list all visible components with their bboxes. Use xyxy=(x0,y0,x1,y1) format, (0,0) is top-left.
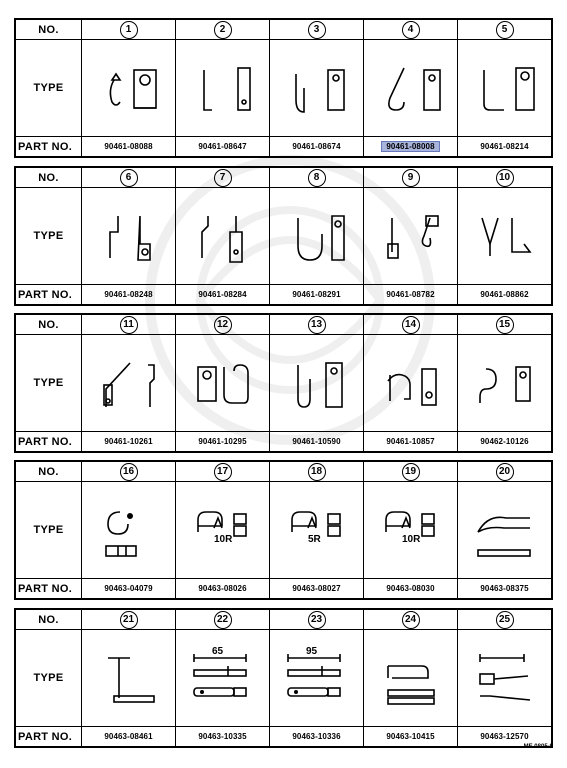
part-number: 90461-08214 xyxy=(480,142,529,151)
part-number-cell xyxy=(270,579,364,598)
part-illustration xyxy=(364,40,458,136)
item-number: 4 xyxy=(364,20,458,39)
part-number: 90461-08291 xyxy=(292,290,341,299)
part-number: 90463-10335 xyxy=(198,732,247,741)
item-number: 11 xyxy=(82,315,176,334)
item-number: 15 xyxy=(458,315,551,334)
part-number-cell xyxy=(458,579,551,598)
item-number: 8 xyxy=(270,168,364,187)
part-number: 90461-08862 xyxy=(480,290,529,299)
part-number: 90461-10857 xyxy=(386,437,435,446)
no-label: NO. xyxy=(16,315,82,334)
part-number-cell xyxy=(458,137,551,156)
item-number: 20 xyxy=(458,462,551,481)
needle-tool-icon xyxy=(470,646,540,710)
part-no-label: PART NO. xyxy=(16,579,82,598)
part-number: 90463-10336 xyxy=(292,732,341,741)
part-illustration xyxy=(176,630,270,726)
part-illustration xyxy=(270,482,364,578)
part-illustration xyxy=(458,335,551,431)
part-number-cell xyxy=(270,285,364,304)
part-no-label: PART NO. xyxy=(16,727,82,746)
part-illustration xyxy=(458,188,551,284)
part-illustration xyxy=(82,482,176,578)
part-illustration xyxy=(458,40,551,136)
item-number: 12 xyxy=(176,315,270,334)
t-handle-tool-icon xyxy=(94,646,164,710)
dimension-label: 65 xyxy=(211,646,223,657)
footnote-code: ME 0805-9 xyxy=(523,744,553,750)
part-number-cell xyxy=(176,137,270,156)
item-number: 14 xyxy=(364,315,458,334)
item-number: 23 xyxy=(270,610,364,629)
part-number-cell xyxy=(270,432,364,451)
part-number-cell xyxy=(364,432,458,451)
radius-label: 10R xyxy=(401,534,420,545)
cable-clip-icon xyxy=(94,56,164,120)
part-no-label: PART NO. xyxy=(16,285,82,304)
pick-tool-icon xyxy=(188,646,258,710)
type-label: TYPE xyxy=(16,188,82,284)
part-illustration xyxy=(82,40,176,136)
radius-clip-10r-icon xyxy=(188,498,258,562)
item-number: 16 xyxy=(82,462,176,481)
l-clip-icon xyxy=(188,56,258,120)
part-number: 90461-10261 xyxy=(104,437,153,446)
part-number: 90462-10126 xyxy=(480,437,529,446)
item-number: 22 xyxy=(176,610,270,629)
fork-tool-icon xyxy=(376,646,446,710)
parts-table-4 xyxy=(14,460,553,600)
type-label: TYPE xyxy=(16,335,82,431)
part-number-cell xyxy=(364,727,458,746)
item-number: 5 xyxy=(458,20,551,39)
u-hook-clip-icon xyxy=(282,56,352,120)
loop-clip-icon xyxy=(376,204,446,268)
hook-clip-icon xyxy=(188,351,258,415)
part-number-cell xyxy=(458,285,551,304)
curl-clip-icon xyxy=(376,351,446,415)
radius-clip-5r-icon xyxy=(282,498,352,562)
no-label: NO. xyxy=(16,610,82,629)
part-number-cell xyxy=(270,137,364,156)
part-illustration xyxy=(364,335,458,431)
pick-tool-icon xyxy=(282,646,352,710)
part-illustration xyxy=(458,630,551,726)
j-hook-clip-icon xyxy=(376,56,446,120)
part-number: 90463-08375 xyxy=(480,584,529,593)
part-illustration xyxy=(458,482,551,578)
part-number-cell xyxy=(82,727,176,746)
item-number: 21 xyxy=(82,610,176,629)
item-number: 7 xyxy=(176,168,270,187)
part-illustration xyxy=(82,335,176,431)
part-no-label: PART NO. xyxy=(16,432,82,451)
u-clip-icon xyxy=(282,204,352,268)
part-number-cell xyxy=(176,285,270,304)
item-number: 9 xyxy=(364,168,458,187)
item-number: 18 xyxy=(270,462,364,481)
part-number: 90461-08088 xyxy=(104,142,153,151)
part-number: 90463-04079 xyxy=(104,584,153,593)
part-illustration xyxy=(364,188,458,284)
parts-table-2 xyxy=(14,166,553,306)
offset-clip-icon xyxy=(94,204,164,268)
pin-clip-icon xyxy=(94,498,164,562)
item-number: 24 xyxy=(364,610,458,629)
s-hook-clip-icon xyxy=(470,351,540,415)
part-number[interactable]: 90461-08008 xyxy=(381,141,439,152)
radius-label: 5R xyxy=(307,534,321,545)
radius-label: 10R xyxy=(213,534,232,545)
radius-clip-10r-icon xyxy=(376,498,446,562)
part-number: 90463-10415 xyxy=(386,732,435,741)
part-illustration xyxy=(270,630,364,726)
part-illustration xyxy=(176,40,270,136)
part-number-cell xyxy=(458,432,551,451)
part-number-cell xyxy=(364,285,458,304)
part-illustration xyxy=(364,630,458,726)
part-number: 90461-08674 xyxy=(292,142,341,151)
angled-clip-icon xyxy=(94,351,164,415)
type-label: TYPE xyxy=(16,630,82,726)
part-number-cell xyxy=(364,579,458,598)
step-clip-icon xyxy=(188,204,258,268)
part-number-cell xyxy=(176,579,270,598)
part-number: 90461-10590 xyxy=(292,437,341,446)
part-number-cell xyxy=(82,285,176,304)
part-number: 90461-08782 xyxy=(386,290,435,299)
no-label: NO. xyxy=(16,168,82,187)
part-number: 90461-08284 xyxy=(198,290,247,299)
item-number: 17 xyxy=(176,462,270,481)
part-number-cell xyxy=(82,579,176,598)
type-label: TYPE xyxy=(16,40,82,136)
part-illustration xyxy=(364,482,458,578)
parts-table-3 xyxy=(14,313,553,453)
parts-table-5 xyxy=(14,608,553,748)
part-number: 90461-10295 xyxy=(198,437,247,446)
part-number-cell xyxy=(176,727,270,746)
part-number: 90463-08027 xyxy=(292,584,341,593)
part-number: 90461-08647 xyxy=(198,142,247,151)
part-number: 90463-08030 xyxy=(386,584,435,593)
no-label: NO. xyxy=(16,20,82,39)
item-number: 25 xyxy=(458,610,551,629)
part-illustration xyxy=(270,40,364,136)
part-illustration xyxy=(176,482,270,578)
dimension-label: 95 xyxy=(305,646,317,657)
l-bend-clip-icon xyxy=(470,56,540,120)
item-number: 10 xyxy=(458,168,551,187)
fork-clip-icon xyxy=(470,498,540,562)
item-number: 3 xyxy=(270,20,364,39)
part-illustration xyxy=(176,188,270,284)
part-number-cell xyxy=(270,727,364,746)
part-illustration xyxy=(82,188,176,284)
type-label: TYPE xyxy=(16,482,82,578)
part-number: 90463-08461 xyxy=(104,732,153,741)
parts-table-1 xyxy=(14,18,553,158)
v-clip-icon xyxy=(470,204,540,268)
part-number-cell xyxy=(176,432,270,451)
part-number-cell xyxy=(82,432,176,451)
item-number: 19 xyxy=(364,462,458,481)
part-number-cell xyxy=(364,137,458,156)
part-number-cell xyxy=(82,137,176,156)
no-label: NO. xyxy=(16,462,82,481)
item-number: 6 xyxy=(82,168,176,187)
part-number: 90461-08248 xyxy=(104,290,153,299)
part-illustration xyxy=(270,335,364,431)
part-illustration xyxy=(176,335,270,431)
part-no-label: PART NO. xyxy=(16,137,82,156)
item-number: 2 xyxy=(176,20,270,39)
part-number: 90463-12570 xyxy=(480,732,529,741)
part-illustration xyxy=(82,630,176,726)
long-u-clip-icon xyxy=(282,351,352,415)
part-number: 90463-08026 xyxy=(198,584,247,593)
item-number: 13 xyxy=(270,315,364,334)
item-number: 1 xyxy=(82,20,176,39)
part-illustration xyxy=(270,188,364,284)
